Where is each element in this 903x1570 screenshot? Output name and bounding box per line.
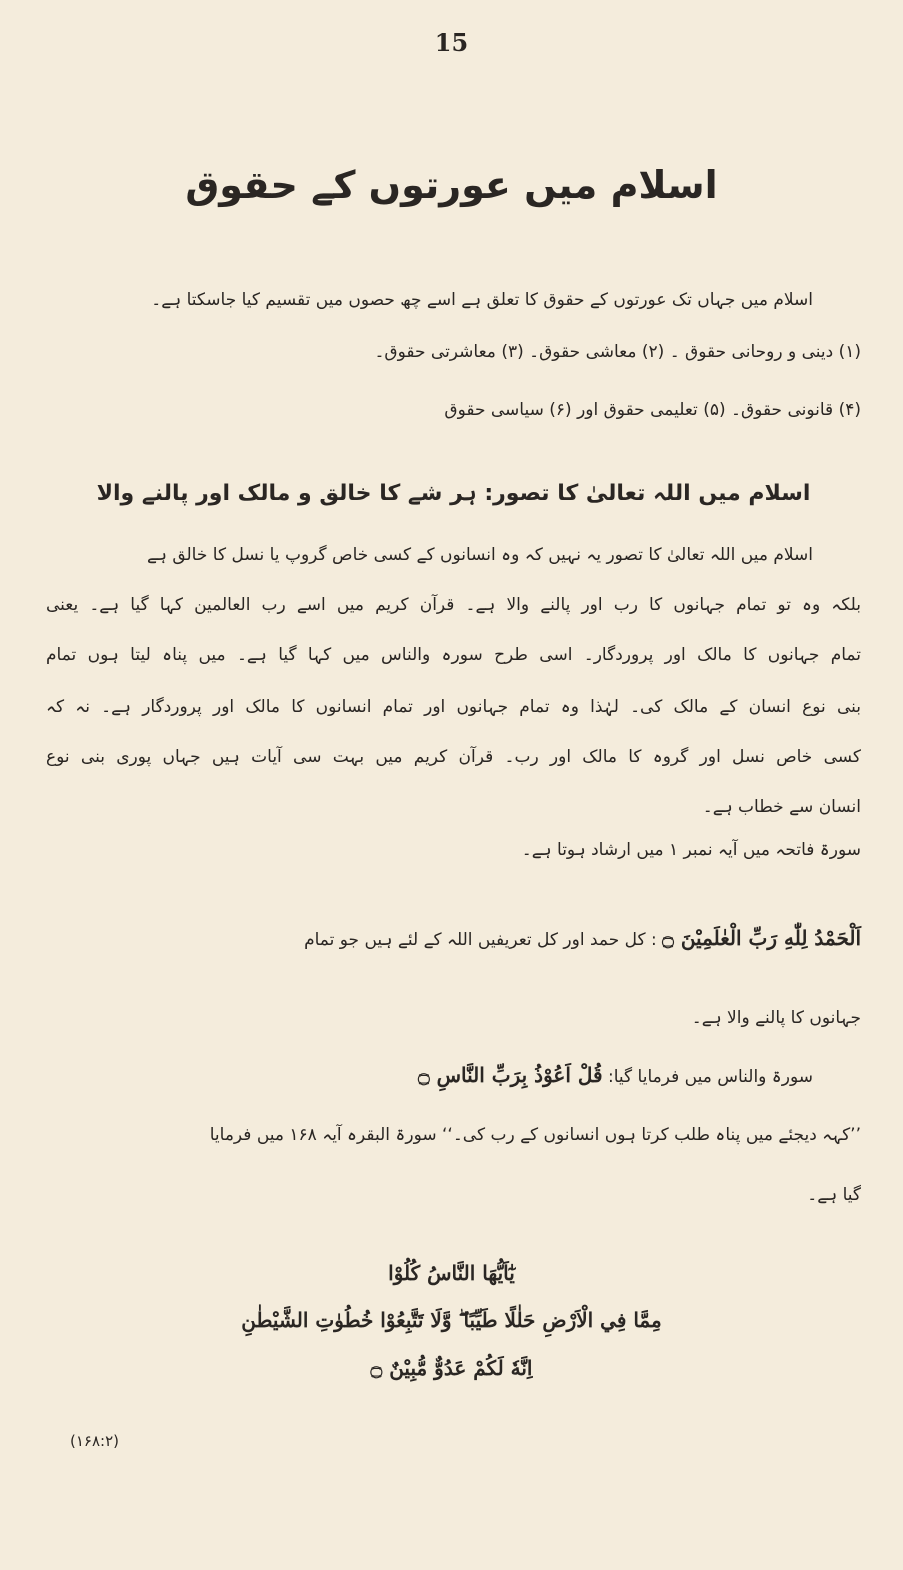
verse-line: مِمَّا فِي الْاَرْضِ حَلٰلًا طَيِّبًا ۖ وَّلَا تَتَّبِعُوْا خُطُوٰتِ الشَّيْطٰنِ (241, 1308, 662, 1332)
nas-arabic: قُلْ اَعُوْذُ بِرَبِّ النَّاسِ ۝ (417, 1063, 603, 1087)
fatiha-line (46, 925, 861, 953)
verse-line: يٰٓاَيُّهَا النَّاسُ كُلُوْا (388, 1261, 515, 1285)
fatiha-translation: : کل حمد اور کل تعریفیں اللہ کے لئے ہیں جو تمام (304, 930, 657, 950)
verse-reference: (۱۶۸:۲) (70, 1432, 119, 1450)
body-line: بنی نوع انسان کے مالک کی۔ لہٰذا وہ تمام جہانوں اور تمام انسانوں کا مالک اور پروردگار ہے۔ نہ کہ (46, 697, 861, 717)
verse-line: اِنَّهٗ لَكُمْ عَدُوٌّ مُّبِيْنٌ ۝ (370, 1356, 533, 1380)
nas-translation: ’’کہہ دیجئے میں پناہ طلب کرتا ہوں انسانوں کے رب کی۔‘‘ سورۃ البقرہ آیہ ۱۶۸ میں فرمایا (209, 1125, 861, 1145)
body-line: بلکہ وہ تو تمام جہانوں کا رب اور پالنے والا ہے۔ قرآن کریم میں اسے رب العالمین کہا گیا ہے۔ یعنی (46, 595, 861, 615)
intro-line: اسلام میں جہاں تک عورتوں کے حقوق کا تعلق ہے اسے چھ حصوں میں تقسیم کیا جاسکتا ہے۔ (151, 290, 813, 310)
nas-continuation: گیا ہے۔ (807, 1185, 861, 1205)
page-title: اسلام میں عورتوں کے حقوق (185, 163, 718, 207)
nas-intro: سورۃ والناس میں فرمایا گیا: (608, 1067, 813, 1087)
body-line: سورۃ فاتحہ میں آیہ نمبر ۱ میں ارشاد ہوتا ہے۔ (521, 840, 861, 860)
body-line: تمام جہانوں کا مالک اور پروردگار۔ اسی طرح سورہ والناس میں کہا گیا ہے۔ میں پناہ لیتا ہوں تمام (46, 645, 861, 665)
fatiha-arabic: اَلْحَمْدُ لِلّٰهِ رَبِّ الْعٰلَمِيْنَ ۝ (662, 926, 861, 950)
body-line: کسی خاص نسل اور گروہ کا مالک اور رب۔ قرآن کریم میں بہت سی آیات ہیں جہاں پوری بنی نوع (46, 747, 861, 767)
intro-line: (۱) دینی و روحانی حقوق ۔ (۲) معاشی حقوق۔ (۳) معاشرتی حقوق۔ (374, 342, 861, 362)
intro-line: (۴) قانونی حقوق۔ (۵) تعلیمی حقوق اور (۶) سیاسی حقوق (444, 400, 861, 420)
body-line: اسلام میں اللہ تعالیٰ کا تصور یہ نہیں کہ وہ انسانوں کے کسی خاص گروپ یا نسل کا خالق ہے (147, 545, 813, 565)
fatiha-continuation: جہانوں کا پالنے والا ہے۔ (691, 1008, 861, 1028)
body-line: انسان سے خطاب ہے۔ (702, 797, 861, 817)
page-number: 15 (434, 28, 469, 57)
section-heading: اسلام میں اللہ تعالیٰ کا تصور: ہر شے کا خالق و مالک اور پالنے والا (96, 481, 811, 506)
nas-line (46, 1062, 861, 1090)
